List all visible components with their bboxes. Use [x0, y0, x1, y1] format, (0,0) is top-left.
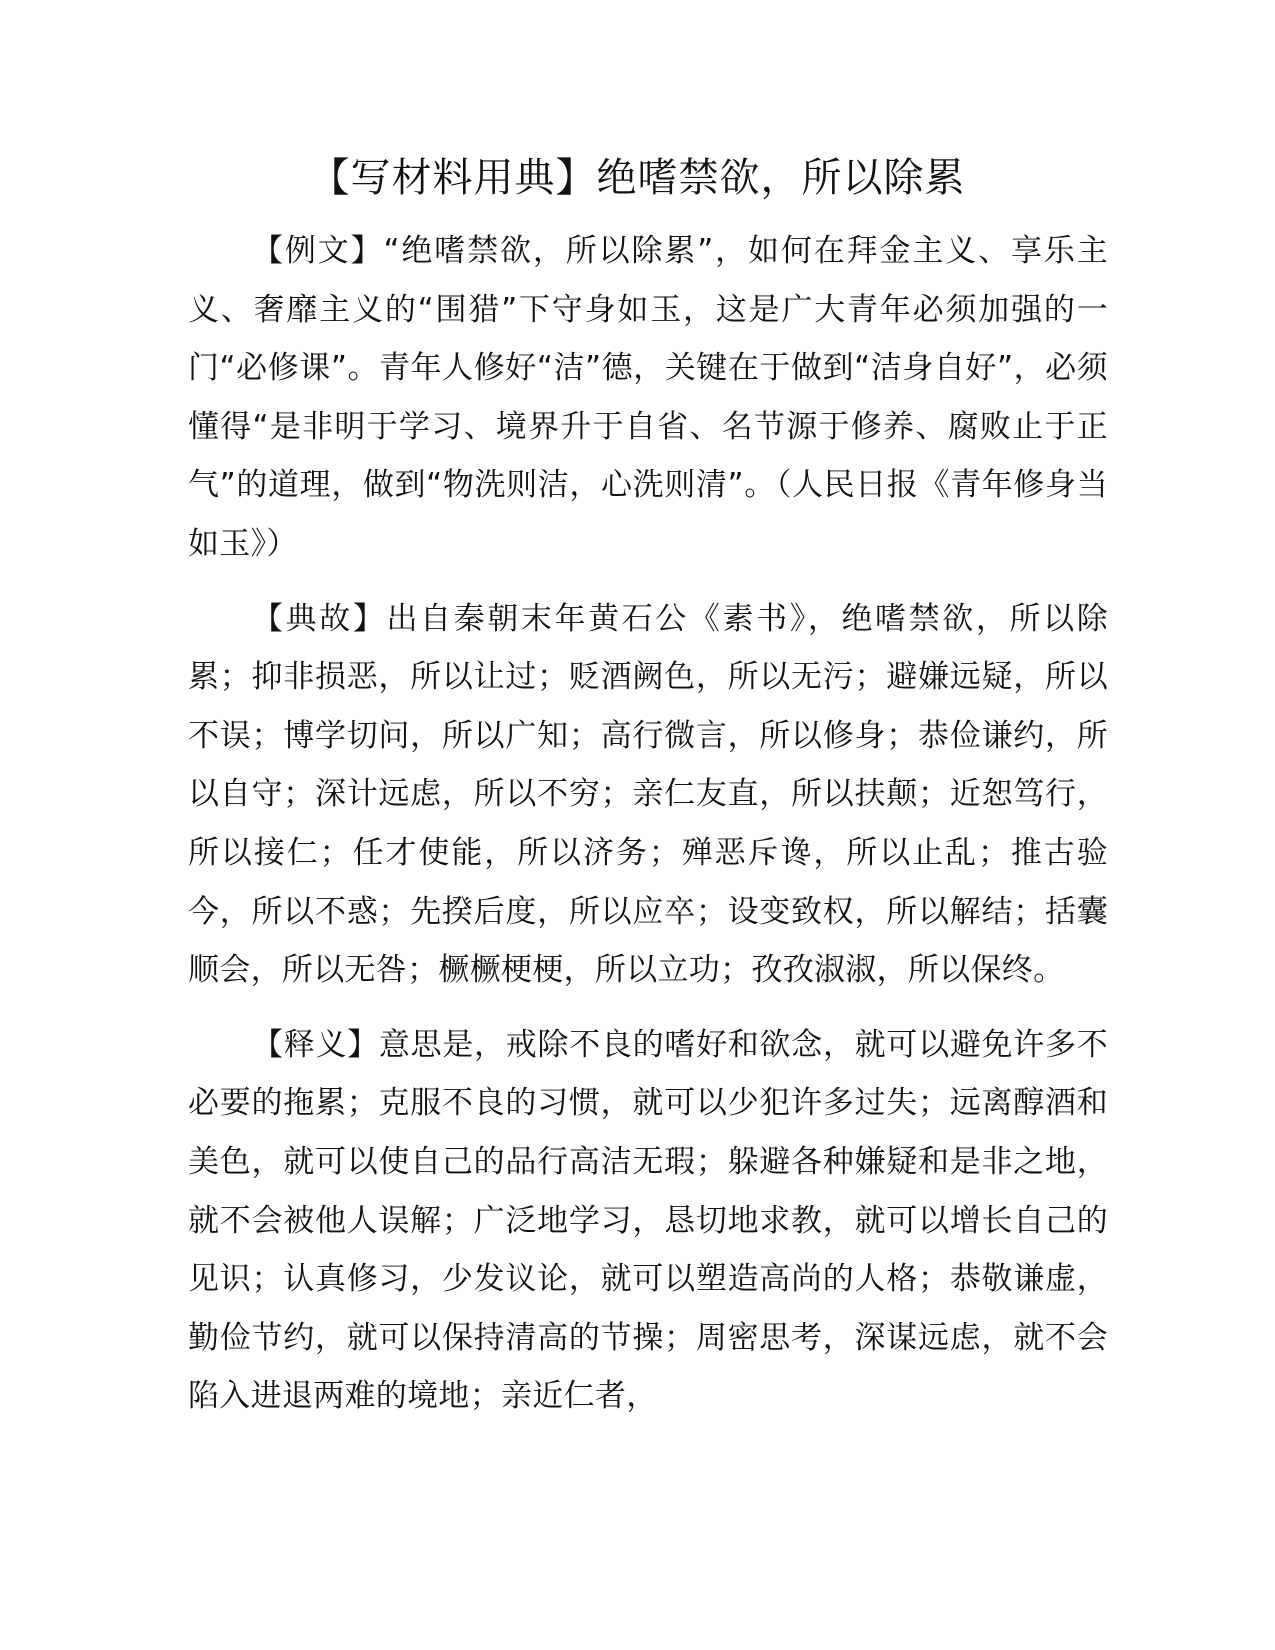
paragraph-text: 意思是，戒除不良的嗜好和欲念，就可以避免许多不必要的拖累；克服不良的习惯，就可以少犯许多过失；远离醇酒和美色，就可以使自己的品行高洁无瑕；躲避各种嫌疑和是非之地，就不会被他人误解；广泛地学习，恳切地求教，就可以增长自己的见识；认真修习，少发议论，就可以塑造高尚的人格；恭敬谦虚，勤俭节约，就可以保持清高的节操；周密思考，深谋远虑，就不会陷入进退两难的境地；亲近仁者， [188, 1026, 1108, 1415]
paragraph-allusion [188, 590, 1108, 1000]
document-title: 【写材料用典】绝嗜禁欲，所以除累 [309, 155, 966, 201]
paragraph-example [188, 222, 1108, 574]
paragraph-text: “绝嗜禁欲，所以除累”，如何在拜金主义、享乐主义、奢靡主义的“围猎”下守身如玉，这是广大青年必须加强的一门“必修课”。青年人修好“洁”德，关键在于做到“洁身自好”，必须懂得“是非明于学习、境界升于自省、名节源于修养、腐败止于正气”的道理，做到“物洗则洁，心洗则清”。（人民日报《青年修身当如玉》） [188, 233, 1108, 562]
paragraph-text: 出自秦朝末年黄石公《素书》，绝嗜禁欲，所以除累；抑非损恶，所以让过；贬酒阙色，所以无污；避嫌远疑，所以不误；博学切问，所以广知；高行微言，所以修身；恭俭谦约，所以自守；深计远虑，所以不穷；亲仁友直，所以扶颠；近恕笃行，所以接仁；任才使能，所以济务；殚恶斥谗，所以止乱；推古验今，所以不惑；先揆后度，所以应卒；设变致权，所以解结；括囊顺会，所以无咎；橛橛梗梗，所以立功；孜孜淑淑，所以保终。 [188, 600, 1108, 989]
paragraph-heading: 【释义】 [252, 1026, 379, 1063]
paragraph-interpretation [188, 1016, 1108, 1426]
document-body [188, 222, 1108, 1442]
paragraph-heading: 【典故】 [252, 600, 387, 637]
paragraph-heading: 【例文】 [252, 233, 384, 269]
